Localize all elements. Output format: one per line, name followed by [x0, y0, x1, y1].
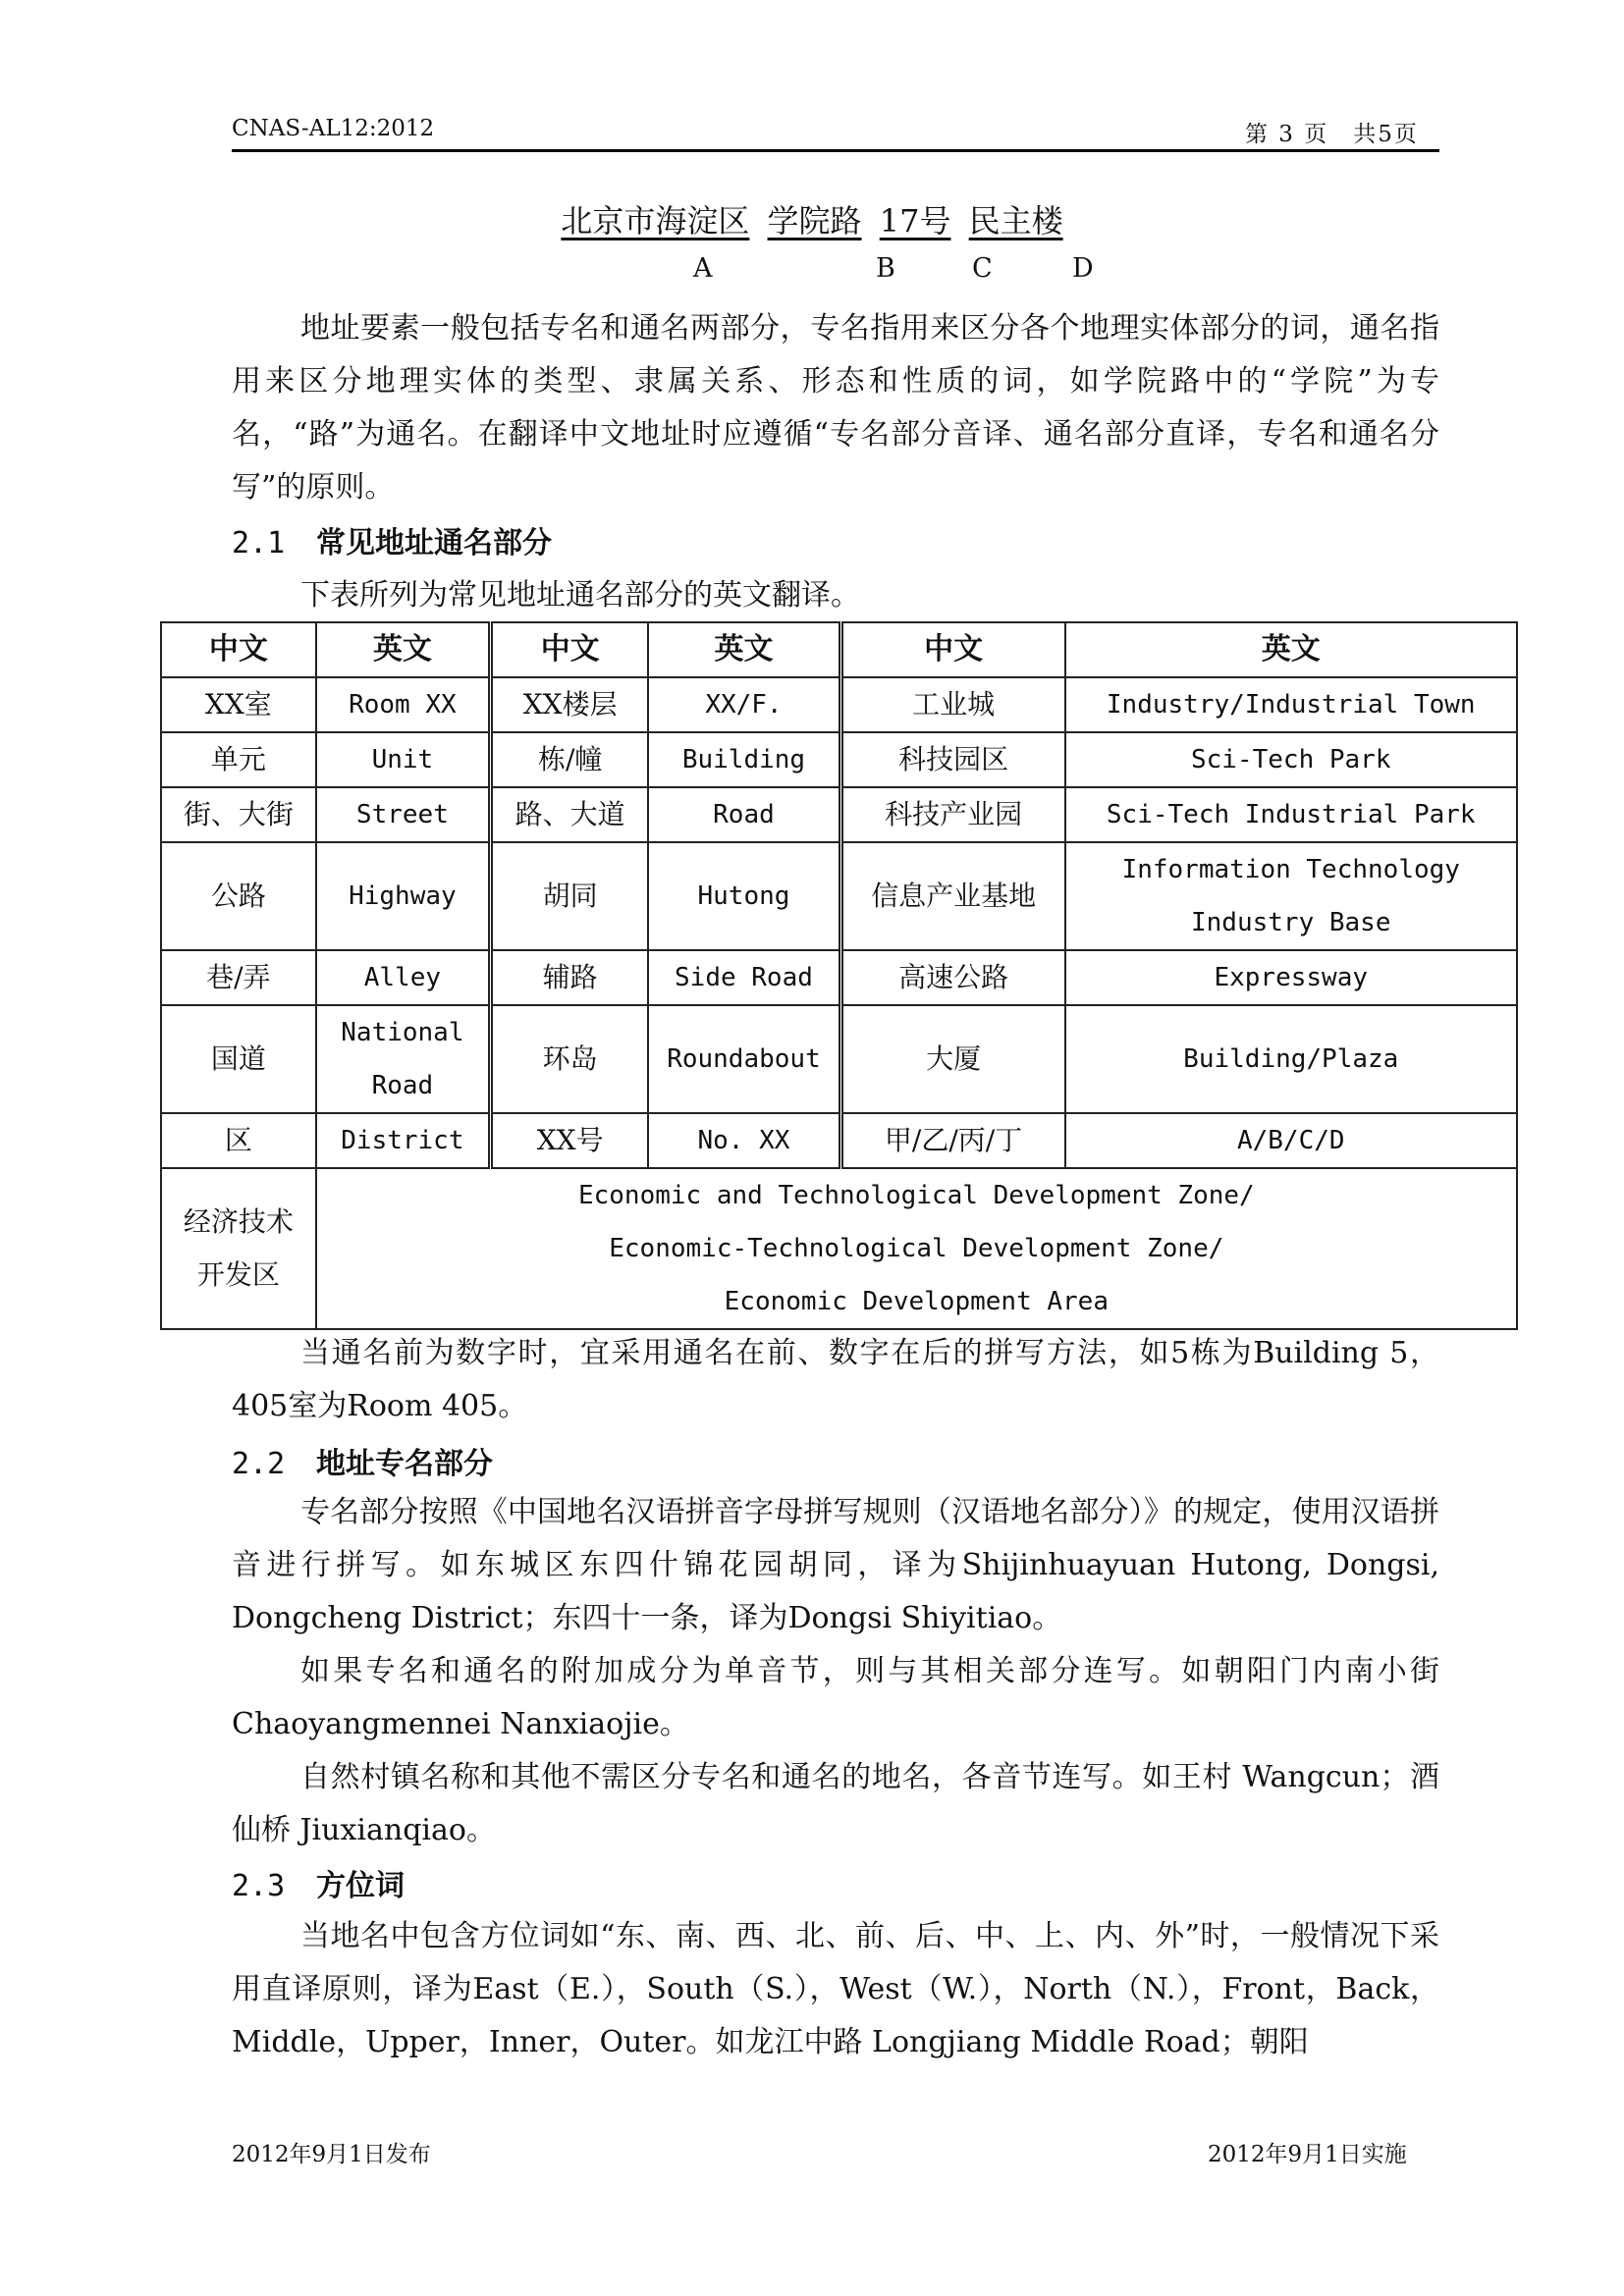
en-line: Economic-Technological Development Zone/ — [609, 1234, 1224, 1263]
table-row — [161, 842, 1517, 950]
cell-zh: 单元 — [161, 732, 316, 787]
cell-en: Side Road — [648, 950, 840, 1005]
cell-en: Expressway — [1065, 950, 1518, 1005]
cell-en: Alley — [316, 950, 491, 1005]
cell-zh: 国道 — [161, 1005, 316, 1113]
effective-date: 2012年9月1日实施 — [1208, 2142, 1407, 2167]
section-2-2-heading: 2.2 地址专名部分 — [232, 1447, 493, 1481]
cell-en: XX/F. — [648, 677, 840, 732]
cell-en: Building/Plaza — [1065, 1005, 1518, 1113]
address-part-b: 学院路 — [767, 202, 862, 240]
intro-paragraph: 地址要素一般包括专名和通名两部分，专名指用来区分各个地理实体部分的词，通名指用来区分地理实体的类型、隶属关系、形态和性质的词，如学院路中的“学院”为专名，“路”为通名。在翻译中文地址时应遵循“专名部分音译、通名部分直译，专名和通名分写”的原则。 — [232, 311, 1439, 505]
cell-zh: 科技产业园 — [840, 787, 1064, 842]
header-rule — [232, 149, 1439, 152]
cell-zh: 巷/弄 — [161, 950, 316, 1005]
address-part-d: 民主楼 — [968, 202, 1063, 240]
cell-zh: 辅路 — [491, 950, 649, 1005]
page-number: 第 3 页 共5页 — [1245, 122, 1419, 147]
cell-zh: 科技园区 — [840, 732, 1064, 787]
cell-zh: 信息产业基地 — [840, 842, 1064, 950]
cell-en: Hutong — [648, 842, 840, 950]
cell-en: Street — [316, 787, 491, 842]
cell-en: Information Technology Industry Base — [1065, 842, 1518, 950]
doc-code: CNAS-AL12:2012 — [232, 116, 435, 141]
cell-zh: 工业城 — [840, 677, 1064, 732]
cell-en: National Road — [316, 1005, 491, 1113]
table-row — [161, 1005, 1517, 1113]
header-en-1: 英文 — [316, 622, 491, 677]
cell-zh: XX号 — [491, 1113, 649, 1168]
label-c: C — [972, 253, 993, 284]
address-terms-table — [160, 621, 1518, 1330]
table-lead: 下表所列为常见地址通名部分的英文翻译。 — [300, 578, 860, 613]
section-2-1-heading: 2.1 常见地址通名部分 — [232, 526, 552, 561]
cell-zh: 大厦 — [840, 1005, 1064, 1113]
header-zh-1: 中文 — [161, 622, 316, 677]
header-zh-2: 中文 — [491, 622, 649, 677]
cell-zh: 路、大道 — [491, 787, 649, 842]
address-example — [0, 196, 1624, 241]
cell-zh: 甲/乙/丙/丁 — [840, 1113, 1064, 1168]
address-part-c: 17号 — [879, 202, 951, 240]
cell-zh: 环岛 — [491, 1005, 649, 1113]
cell-en: Roundabout — [648, 1005, 840, 1113]
en-line: Economic and Technological Development Zone/ — [577, 1181, 1255, 1210]
table-row — [161, 950, 1517, 1005]
cell-zh: 栋/幢 — [491, 732, 649, 787]
cell-en: Unit — [316, 732, 491, 787]
table-row — [161, 732, 1517, 787]
cell-en: Sci-Tech Industrial Park — [1065, 787, 1518, 842]
cell-en: Room XX — [316, 677, 491, 732]
address-part-a: 北京市海淀区 — [561, 202, 750, 240]
table-header-row — [161, 622, 1517, 677]
cell-en: No. XX — [648, 1113, 840, 1168]
table-row — [161, 787, 1517, 842]
publish-date: 2012年9月1日发布 — [232, 2142, 431, 2167]
cell-zh: 高速公路 — [840, 950, 1064, 1005]
cell-en: Road — [648, 787, 840, 842]
section-2-3-heading: 2.3 方位词 — [232, 1869, 405, 1903]
cell-zh: 区 — [161, 1113, 316, 1168]
label-a: A — [693, 253, 713, 284]
cell-zh: 胡同 — [491, 842, 649, 950]
cell-zh: 公路 — [161, 842, 316, 950]
header-en-2: 英文 — [648, 622, 840, 677]
table-row — [161, 677, 1517, 732]
cell-en: Building — [648, 732, 840, 787]
cell-zh: XX室 — [161, 677, 316, 732]
after-table-paragraph: 当通名前为数字时，宜采用通名在前、数字在后的拼写方法，如5栋为Building 5，405室为Room 405。 — [232, 1336, 1439, 1423]
label-b: B — [876, 253, 895, 284]
cell-en: A/B/C/D — [1065, 1113, 1518, 1168]
en-line: Economic Development Area — [724, 1287, 1109, 1316]
paragraph: 自然村镇名称和其他不需区分专名和通名的地名，各音节连写。如王村 Wangcun；酒仙桥 Jiuxianqiao。 — [232, 1760, 1439, 1847]
section-2-2-body — [232, 1486, 1439, 1857]
cell-en: Industry/Industrial Town — [1065, 677, 1518, 732]
paragraph: 专名部分按照《中国地名汉语拼音字母拼写规则（汉语地名部分）》的规定，使用汉语拼音进行拼写。如东城区东四什锦花园胡同，译为Shijinhuayuan Hutong, Dongsi, Dongcheng District；东四十一条，译为Dongsi Shiyitiao。 — [232, 1495, 1439, 1635]
address-labels — [0, 253, 1624, 293]
cell-en: Highway — [316, 842, 491, 950]
table-row — [161, 1113, 1517, 1168]
cell-zh: 经济技术开发区 — [161, 1168, 316, 1329]
header-zh-3: 中文 — [840, 622, 1064, 677]
cell-zh: XX楼层 — [491, 677, 649, 732]
label-d: D — [1072, 253, 1094, 284]
paragraph: 如果专名和通名的附加成分为单音节，则与其相关部分连写。如朝阳门内南小街Chaoyangmennei Nanxiaojie。 — [232, 1654, 1439, 1741]
table-row-dev-zone — [161, 1168, 1517, 1329]
header-en-3: 英文 — [1065, 622, 1518, 677]
cell-en-multiline — [316, 1168, 1517, 1329]
cell-en: Sci-Tech Park — [1065, 732, 1518, 787]
section-2-3-body — [232, 1910, 1439, 2069]
cell-zh: 街、大街 — [161, 787, 316, 842]
cell-en: District — [316, 1113, 491, 1168]
paragraph: 当地名中包含方位词如“东、南、西、北、前、后、中、上、内、外”时，一般情况下采用直译原则，译为East（E.），South（S.），West（W.），North（N.），Front，Back，Middle，Upper，Inner，Outer。如龙江中路 Longjiang Middle Road；朝阳 — [232, 1919, 1439, 2059]
